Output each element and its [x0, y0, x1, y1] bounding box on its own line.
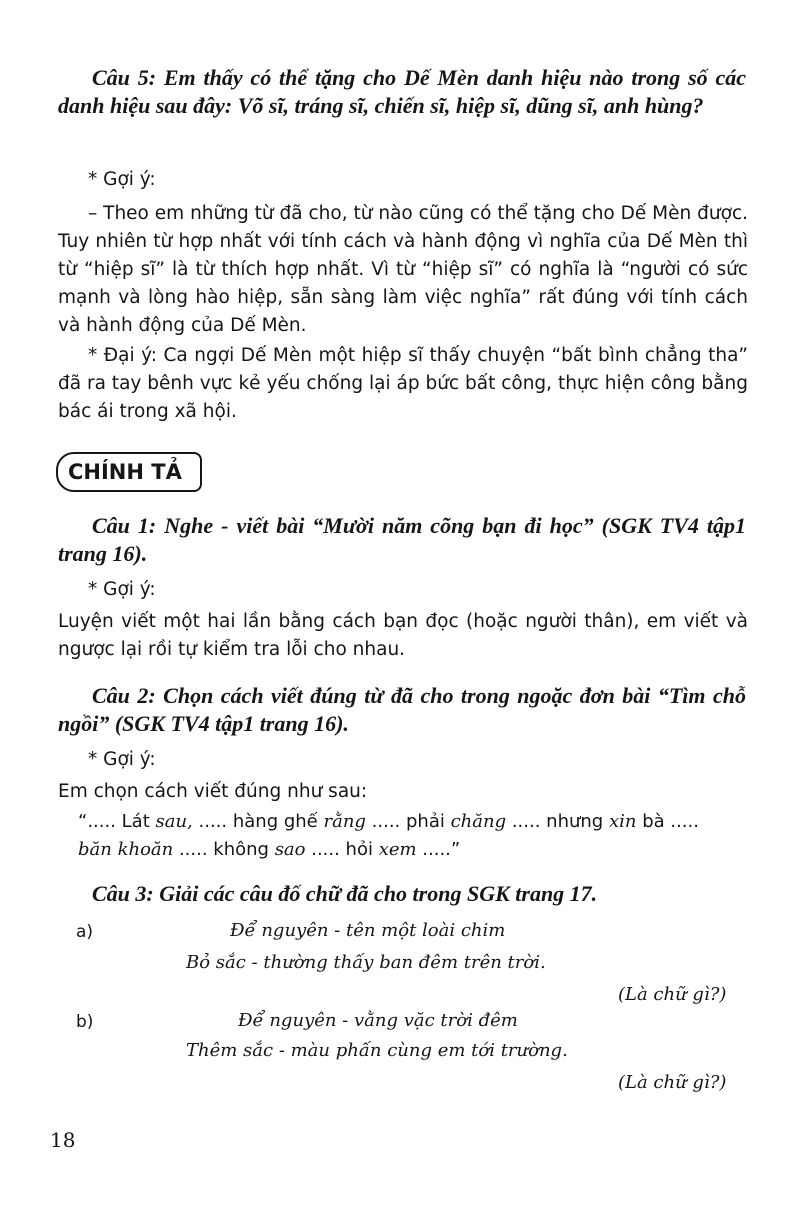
riddle-b-question: (Là chữ gì?) — [618, 1072, 727, 1093]
answer-word: chăng — [450, 811, 507, 832]
question-1: Câu 1: Nghe - viết bài “Mười năm cõng bạn đi học” (SGK TV4 tập1 trang 16). — [58, 513, 746, 566]
section-heading: CHÍNH TẢ — [56, 452, 202, 492]
question-2: Câu 2: Chọn cách viết đúng từ đã cho trong ngoặc đơn bài “Tìm chỗ ngồi” (SGK TV4 tập1 trang 16). — [58, 683, 746, 736]
hint-label-q2: * Gợi ý: — [88, 749, 156, 770]
answer-word: sau, — [155, 811, 193, 832]
hint-label-q5: * Gợi ý: — [88, 169, 156, 190]
answer-word: rằng — [323, 811, 366, 832]
answer-word: sao — [274, 839, 306, 860]
hint-text-q1: Luyện viết một hai lần bằng cách bạn đọc (hoặc người thân), em viết và ngược lại rồi tự kiểm tra lỗi cho nhau. — [58, 611, 748, 660]
hint-label-q1: * Gợi ý: — [88, 579, 156, 600]
riddle-a-line-1: Để nguyên - tên một loài chim — [230, 920, 506, 941]
page-number: 18 — [50, 1128, 76, 1152]
riddle-b-line-2: Thêm sắc - màu phấn cùng em tới trường. — [186, 1040, 568, 1061]
main-idea: * Đại ý: Ca ngợi Dế Mèn một hiệp sĩ thấy chuyện “bất bình chẳng tha” đã ra tay bênh vực kẻ yếu chống lại áp bức bất công, thực hiện công bằng bác ái trong xã hội. — [58, 345, 748, 422]
riddle-b-line-1: Để nguyên - vằng vặc trời đêm — [238, 1010, 518, 1031]
riddle-b-label: b) — [76, 1012, 94, 1032]
riddle-a-label: a) — [76, 922, 94, 942]
answer-text-line2: băn khoăn ..... không sao ..... hỏi xem .....” — [78, 839, 461, 860]
riddle-a-line-2: Bỏ sắc - thường thấy ban đêm trên trời. — [186, 952, 546, 973]
question-3: Câu 3: Giải các câu đố chữ đã cho trong SGK trang 17. — [92, 881, 598, 906]
question-5: Câu 5: Em thấy có thể tặng cho Dế Mèn danh hiệu nào trong số các danh hiệu sau đây: Võ sĩ, tráng sĩ, chiến sĩ, hiệp sĩ, dũng sĩ, anh hùng? — [58, 65, 746, 118]
answer-word: băn khoăn — [78, 839, 174, 860]
riddle-a-question: (Là chữ gì?) — [618, 984, 727, 1005]
answer-word: xem — [378, 839, 417, 860]
answer-intro: Em chọn cách viết đúng như sau: — [58, 781, 368, 802]
hint-text-q5: – Theo em những từ đã cho, từ nào cũng có thể tặng cho Dế Mèn được. Tuy nhiên từ hợp nhất với tính cách và hành động vì nghĩa của Dế Mèn thì từ “hiệp sĩ” là từ thích hợp nhất. Vì từ “hiệp sĩ” có nghĩa là “người có sức mạnh và lòng hào hiệp, sẵn sàng làm việc nghĩa” rất đúng với tính cách và hành động của Dế Mèn. — [58, 203, 748, 336]
answer-text: “..... Lát sau, ..... hàng ghế rằng ..... phải chăng ..... nhưng xin bà ..... — [78, 811, 699, 832]
answer-word: xin — [608, 811, 637, 832]
